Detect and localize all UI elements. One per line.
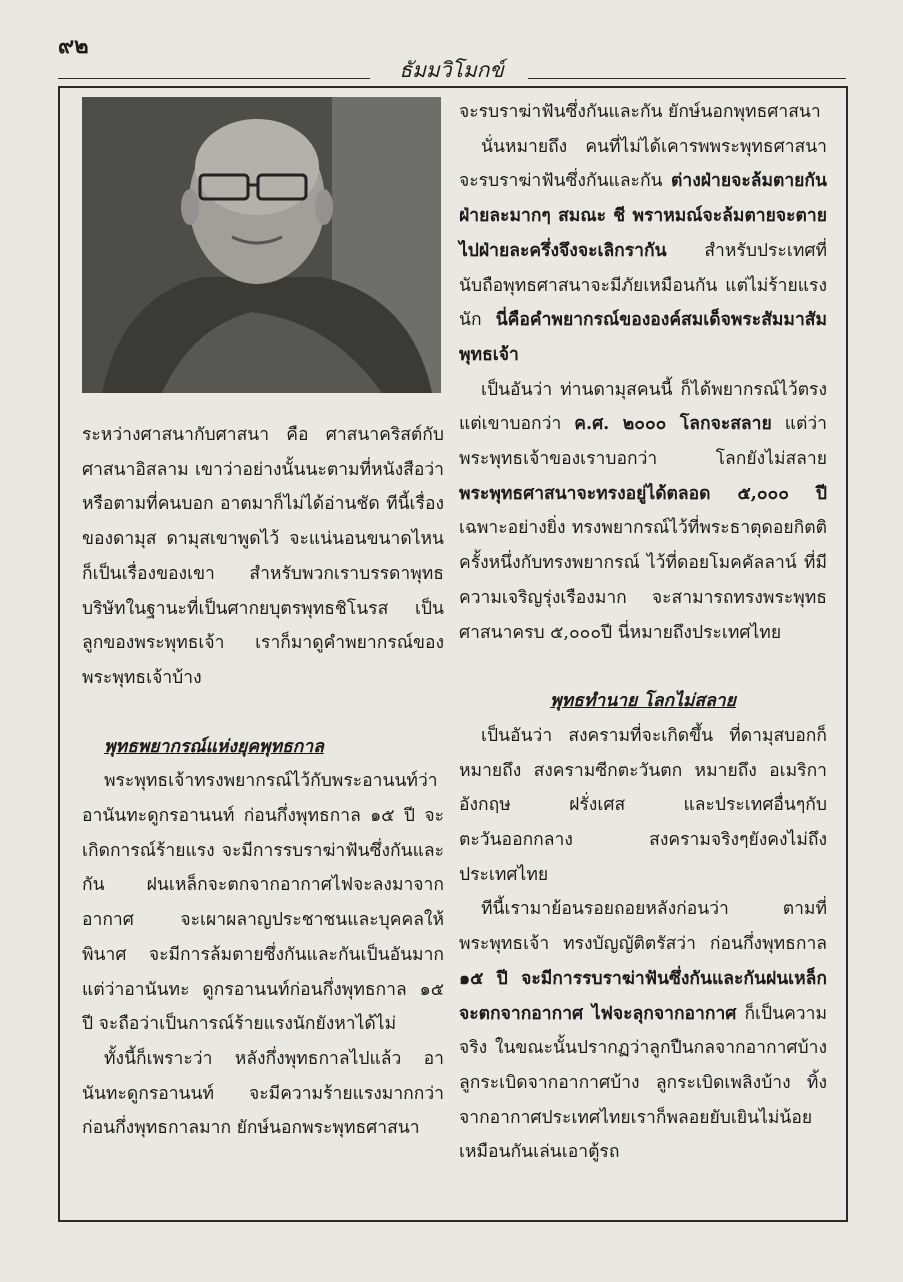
right-paragraph-3-bold-b: พระพุทธศาสนาจะทรงอยู่ได้ตลอด ๕,๐๐๐ ปี: [459, 483, 827, 504]
left-section-heading: พุทธพยากรณ์แห่งยุคพุทธกาล: [104, 736, 324, 757]
right-paragraph-2-text-b: สำหรับประเทศที่นับถือพุทธศาสนาจะมีภัยเหมือนกัน แต่ไม่ร้ายแรงนัก: [459, 240, 827, 331]
left-paragraph-1: ระหว่างศาสนากับศาสนา คือ ศาสนาคริสต์กับศาสนาอิสลาม เขาว่าอย่างนั้นนะตามที่หนังสือว่า หรือตามที่คนบอก อาตมาก็ไม่ได้อ่านชัด ทีนี้เรื่องของดามุส ดามุสเขาพูดไว้ จะแน่นอนขนาดไหนก็เป็นเรื่องของเขา สำหรับพวกเราบรรดาพุทธบริษัทในฐานะที่เป็นศากยบุตรพุทธชิโนรส เป็นลูกของพระพุทธเจ้า เราก็มาดูคำพยากรณ์ของพระพุทธเจ้าบ้าง: [82, 425, 444, 688]
header-rule-right: [528, 78, 846, 79]
right-paragraph-5-text-a: ทีนี้เรามาย้อนรอยถอยหลังก่อนว่า ตามที่พระพุทธเจ้า ทรงบัญญัติตรัสว่า ก่อนกึ่งพุทธกาล: [459, 899, 827, 955]
left-paragraph-2: พระพุทธเจ้าทรงพยากรณ์ไว้กับพระอานนท์ว่า อานันทะดูกรอานนท์ ก่อนกึ่งพุทธกาล ๑๕ ปี จะเกิดการณ์ร้ายแรง จะมีการรบราฆ่าฟันซึ่งกันและกัน ฝนเหล็กจะตกจากอากาศไฟจะลงมาจากอากาศ จะเผาผลาญประชาชนและบุคคลให้พินาศ จะมีการล้มตายซึ่งกันและกันเป็นอันมาก แต่ว่าอานันทะ ดูกรอานนท์ก่อนกึ่งพุทธกาล ๑๕ ปี จะถือว่าเป็นการณ์ร้ายแรงนักยังหาได้ไม่: [82, 771, 444, 1035]
right-paragraph-4: เป็นอันว่า สงครามที่จะเกิดขึ้น ที่ดามุสบอกก็หมายถึง สงครามซีกตะวันตก หมายถึง อเมริกา อังกฤษ ฝรั่งเศส และประเทศอื่นๆกับตะวันออกกลาง สงครามจริงๆยังคงไม่ถึงประเทศไทย: [459, 725, 827, 885]
right-paragraph-2: [459, 130, 827, 373]
right-paragraph-3-text-c: เฉพาะอย่างยิ่ง ทรงพยากรณ์ไว้ที่พระธาตุดอยกิตติครั้งหนึ่งกับทรงพยากรณ์ ไว้ที่ดอยโมคคัลลาน์ ที่มีความเจริญรุ่งเรืองมาก จะสามารถทรงพระพุทธศาสนาครบ ๕,๐๐๐ปี นี่หมายถึงประเทศไทย: [459, 518, 827, 643]
right-paragraph-2-bold-a: ต่างฝ่ายจะล้มตายกันฝ่ายละมากๆ สมณะ ชี พราหมณ์จะล้มตายจะตายไปฝ่ายละครึ่งจึงจะเลิกรากัน: [459, 171, 827, 261]
right-section-heading: พุทธทำนาย โลกไม่สลาย: [550, 691, 736, 712]
left-paragraph-3: ทั้งนี้ก็เพราะว่า หลังกึ่งพุทธกาลไปแล้ว อานันทะดูกรอานนท์ จะมีความร้ายแรงมากกว่าก่อนกึ่งพุทธกาลมาก ยักษ์นอกพระพุทธศาสนา: [82, 1048, 444, 1139]
right-paragraph-3-text-b: แต่ว่าพระพุทธเจ้าของเราบอกว่า โลกยังไม่สลาย: [459, 414, 827, 470]
page-number: ๙๒: [58, 33, 89, 59]
left-column: [82, 418, 444, 1146]
right-paragraph-5-bold: ๑๕ ปี จะมีการรบราฆ่าฟันซึ่งกันและกันฝนเหล็กจะตกจากอากาศ ไฟจะลุกจากอากาศ: [459, 968, 827, 1024]
right-paragraph-3-text-a: เป็นอันว่า ท่านดามุสคนนี้ ก็ได้พยากรณ์ไว้ตรงแต่เขาบอกว่า: [459, 379, 827, 435]
right-paragraph-5: [459, 892, 827, 1170]
right-paragraph-3-bold-a: ค.ศ. ๒๐๐๐ โลกจะสลาย: [574, 414, 772, 435]
right-paragraph-3: [459, 373, 827, 651]
right-paragraph-2-bold-b: นี่คือคำพยากรณ์ขององค์สมเด็จพระสัมมาสัมพุทธเจ้า: [459, 310, 827, 365]
right-paragraph-5-text-b: ก็เป็นความจริง ในขณะนั้นปรากฏว่าลูกปืนกลจากอากาศบ้าง ลูกระเบิดจากอากาศบ้าง ลูกระเบิดเพลิงบ้าง ทิ้งจากอากาศประเทศไทยเราก็พลอยยับเยินไม่น้อยเหมือนกันเล่นเอาตู้รถ: [459, 1003, 827, 1163]
running-head: ธัมมวิโมกข์: [399, 58, 504, 82]
right-paragraph-1: จะรบราฆ่าฟันซึ่งกันและกัน ยักษ์นอกพุทธศาสนา: [459, 102, 821, 122]
monk-portrait-photo: [82, 97, 441, 393]
right-column: [459, 95, 827, 1170]
right-paragraph-2-text-a: นั่นหมายถึง คนที่ไม่ได้เคารพพระพุทธศาสนา จะรบราฆ่าฟันซึ่งกันและกัน: [459, 136, 827, 192]
